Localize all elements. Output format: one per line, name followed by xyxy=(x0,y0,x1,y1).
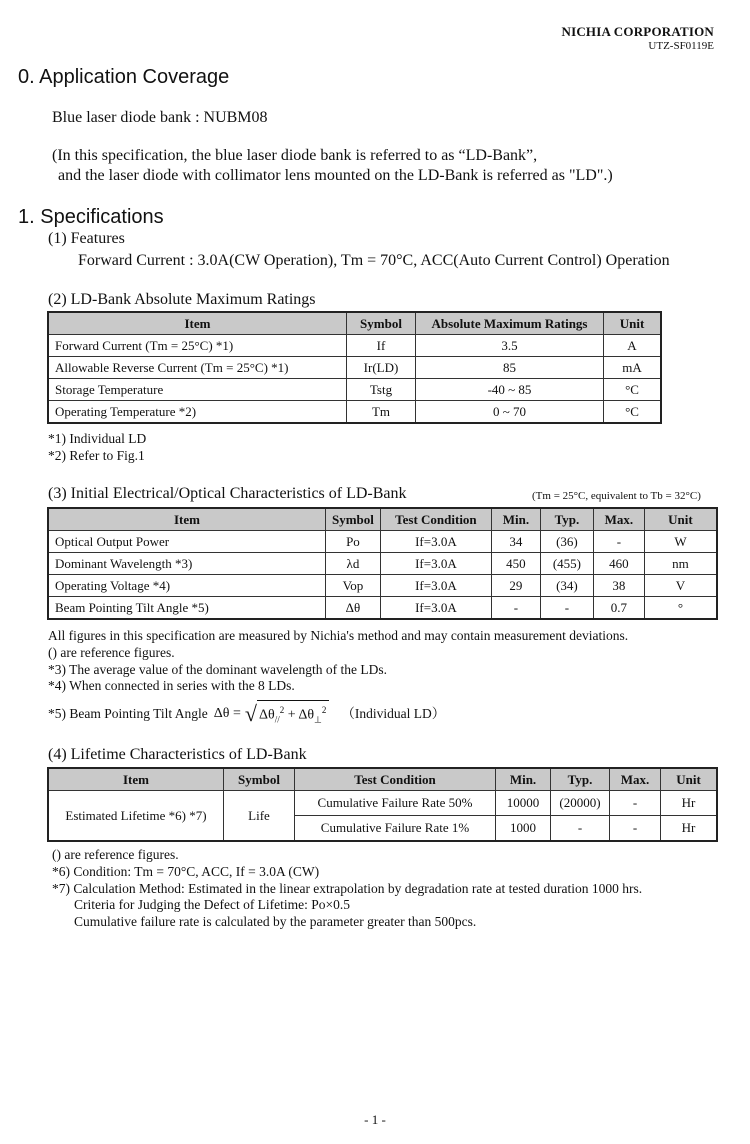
table-cell: (455) xyxy=(540,553,593,575)
table-row xyxy=(48,335,661,357)
table-cell: Tstg xyxy=(347,379,416,401)
footnote: *6) Condition: Tm = 70°C, ACC, If = 3.0A (CW) xyxy=(52,863,320,879)
table-cell: Operating Temperature *2) xyxy=(48,401,347,424)
table-cell: Cumulative Failure Rate 50% xyxy=(295,791,496,816)
footnote: *3) The average value of the dominant wavelength of the LDs. xyxy=(48,661,388,677)
table-row xyxy=(48,401,661,424)
table-cell: Po xyxy=(326,531,381,553)
table-cell: If=3.0A xyxy=(380,575,491,597)
table4-title: (4) Lifetime Characteristics of LD-Bank xyxy=(48,746,307,763)
table-header-row xyxy=(48,312,661,335)
table-row xyxy=(48,575,717,597)
note5-line xyxy=(48,700,445,728)
column-header: Min. xyxy=(491,508,540,531)
table3-title: (3) Initial Electrical/Optical Characteristics of LD-Bank xyxy=(48,485,407,502)
table-cell: If=3.0A xyxy=(380,597,491,620)
note5-prefix: *5) Beam Pointing Tilt Angle xyxy=(48,705,208,721)
table-cell: 10000 xyxy=(496,791,551,816)
formula-exp-a: 2 xyxy=(279,705,285,715)
absolute-max-ratings-table xyxy=(47,311,662,424)
table-cell: Cumulative Failure Rate 1% xyxy=(295,816,496,842)
table-cell: Optical Output Power xyxy=(48,531,326,553)
column-header: Symbol xyxy=(326,508,381,531)
application-note-line2: and the laser diode with collimator lens mounted on the LD-Bank is referred as "LD".) xyxy=(58,167,613,184)
table-cell: - xyxy=(540,597,593,620)
footnote: Criteria for Judging the Defect of Lifetime: Po×0.5 xyxy=(74,897,351,913)
table-cell: Tm xyxy=(347,401,416,424)
table-cell: °C xyxy=(604,379,662,401)
table4-notes xyxy=(52,847,642,931)
column-header: Unit xyxy=(604,312,662,335)
document-code: UTZ-SF0119E xyxy=(648,40,714,52)
footnote: () are reference figures. xyxy=(48,644,175,660)
table-cell: Hr xyxy=(661,791,718,816)
column-header: Symbol xyxy=(347,312,416,335)
features-text: Forward Current : 3.0A(CW Operation), Tm = 70°C, ACC(Auto Current Control) Operation xyxy=(78,252,670,269)
column-header: Unit xyxy=(644,508,717,531)
table-cell: 29 xyxy=(491,575,540,597)
column-header: Item xyxy=(48,312,347,335)
footnote: *2) Refer to Fig.1 xyxy=(48,447,145,463)
column-header: Test Condition xyxy=(295,768,496,791)
column-header: Symbol xyxy=(224,768,295,791)
application-note-line1: (In this specification, the blue laser diode bank is referred to as “LD-Bank”, xyxy=(52,147,538,164)
table-cell: - xyxy=(491,597,540,620)
table-cell: °C xyxy=(604,401,662,424)
table-cell: - xyxy=(551,816,610,842)
company-name: NICHIA CORPORATION xyxy=(561,24,714,39)
table-cell: Storage Temperature xyxy=(48,379,347,401)
table-cell: 0 ~ 70 xyxy=(416,401,604,424)
table-cell: (34) xyxy=(540,575,593,597)
electrical-optical-table xyxy=(47,507,718,620)
page-number: - 1 - xyxy=(364,1112,386,1127)
formula-exp-b: 2 xyxy=(321,705,327,715)
table-row xyxy=(48,553,717,575)
table-header-row xyxy=(48,768,717,791)
column-header: Unit xyxy=(661,768,718,791)
column-header: Item xyxy=(48,508,326,531)
formula-term-b: + Δθ xyxy=(284,707,315,723)
table-cell: Δθ xyxy=(326,597,381,620)
footnote: () are reference figures. xyxy=(52,847,179,862)
section-1-title: 1. Specifications xyxy=(18,206,164,228)
table2-notes xyxy=(48,431,146,465)
application-product: Blue laser diode bank : NUBM08 xyxy=(52,109,268,126)
sqrt-icon: √ xyxy=(244,701,257,727)
note5-suffix: （Individual LD） xyxy=(341,705,446,721)
table-cell: Beam Pointing Tilt Angle *5) xyxy=(48,597,326,620)
footnote: *4) When connected in series with the 8 LDs. xyxy=(48,678,295,694)
table-cell: W xyxy=(644,531,717,553)
table-cell: (36) xyxy=(540,531,593,553)
column-header: Typ. xyxy=(540,508,593,531)
column-header: Max. xyxy=(610,768,661,791)
table-header-row xyxy=(48,508,717,531)
table-row xyxy=(48,357,661,379)
table-cell: 3.5 xyxy=(416,335,604,357)
tilt-angle-formula xyxy=(214,700,330,728)
column-header: Item xyxy=(48,768,224,791)
table-cell: Forward Current (Tm = 25°C) *1) xyxy=(48,335,347,357)
footnote: *1) Individual LD xyxy=(48,431,147,446)
column-header: Absolute Maximum Ratings xyxy=(416,312,604,335)
table-cell: 460 xyxy=(593,553,644,575)
column-header: Max. xyxy=(593,508,644,531)
table-cell: λd xyxy=(326,553,381,575)
table-cell: - xyxy=(593,531,644,553)
lifetime-symbol: Life xyxy=(224,791,295,842)
table-cell: 0.7 xyxy=(593,597,644,620)
lifetime-table xyxy=(47,767,718,842)
table-cell: ° xyxy=(644,597,717,620)
table-cell: -40 ~ 85 xyxy=(416,379,604,401)
table-cell: Hr xyxy=(661,816,718,842)
table-cell: 85 xyxy=(416,357,604,379)
table-cell: Operating Voltage *4) xyxy=(48,575,326,597)
table-cell: Ir(LD) xyxy=(347,357,416,379)
formula-lhs: Δθ = xyxy=(213,705,241,721)
column-header: Min. xyxy=(496,768,551,791)
table-cell: mA xyxy=(604,357,662,379)
table-cell: - xyxy=(610,791,661,816)
table-row xyxy=(48,597,717,620)
table-cell: 1000 xyxy=(496,816,551,842)
footnote: All figures in this specification are measured by Nichia's method and may contain measurement deviations. xyxy=(48,628,629,643)
section-0-title: 0. Application Coverage xyxy=(18,66,230,88)
table-cell: 450 xyxy=(491,553,540,575)
table-cell: If=3.0A xyxy=(380,531,491,553)
features-title: (1) Features xyxy=(48,230,125,247)
footnote: *7) Calculation Method: Estimated in the linear extrapolation by degradation rate at tested duration 1000 hrs. xyxy=(52,880,643,896)
footnote: Cumulative failure rate is calculated by the parameter greater than 500pcs. xyxy=(74,914,477,930)
column-header: Typ. xyxy=(551,768,610,791)
table-cell: If=3.0A xyxy=(380,553,491,575)
table-cell: Dominant Wavelength *3) xyxy=(48,553,326,575)
table-cell: V xyxy=(644,575,717,597)
table-cell: If xyxy=(347,335,416,357)
table-cell: 34 xyxy=(491,531,540,553)
table2-title: (2) LD-Bank Absolute Maximum Ratings xyxy=(48,291,316,308)
formula-sub-b: ⊥ xyxy=(314,714,322,725)
table-cell: 38 xyxy=(593,575,644,597)
column-header: Test Condition xyxy=(380,508,491,531)
table-cell: Vop xyxy=(326,575,381,597)
formula-sub-a: // xyxy=(274,714,280,725)
formula-radicand xyxy=(257,700,329,728)
table-cell: nm xyxy=(644,553,717,575)
table-cell: A xyxy=(604,335,662,357)
formula-term-a: Δθ xyxy=(258,707,275,723)
table-row xyxy=(48,379,661,401)
table-cell: Allowable Reverse Current (Tm = 25°C) *1) xyxy=(48,357,347,379)
table-row xyxy=(48,531,717,553)
table-row xyxy=(48,791,717,816)
table-cell: - xyxy=(610,816,661,842)
table-cell: (20000) xyxy=(551,791,610,816)
lifetime-item: Estimated Lifetime *6) *7) xyxy=(48,791,224,842)
table3-notes xyxy=(48,628,628,695)
table3-condition: (Tm = 25°C, equivalent to Tb = 32°C) xyxy=(532,490,701,502)
